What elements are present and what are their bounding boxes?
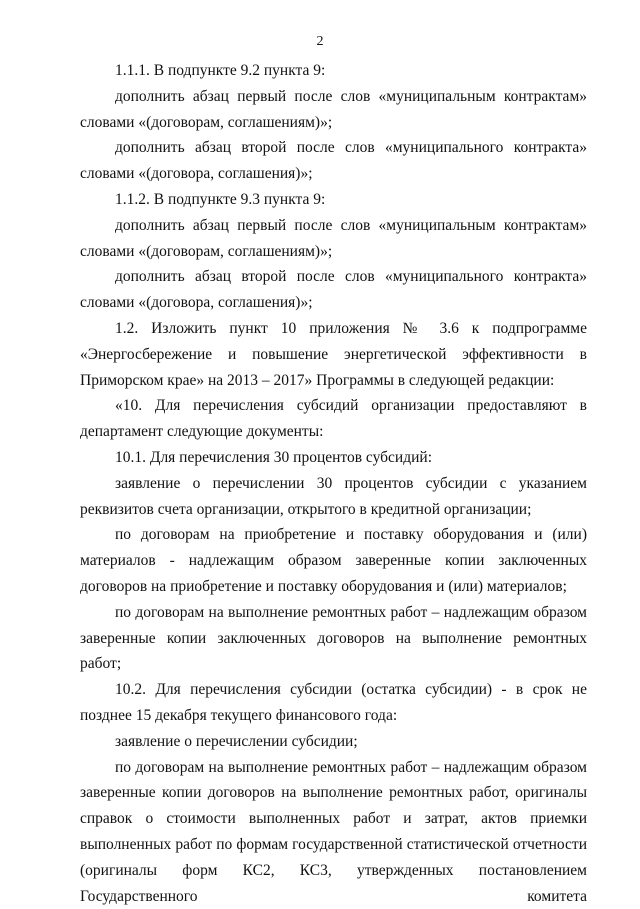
paragraph-amend-second-9-2: дополнить абзац второй после слов «муниципального контракта» словами «(договора, соглашения)»; xyxy=(80,139,587,183)
paragraph-1-1-1: 1.1.1. В подпункте 9.2 пункта 9: xyxy=(115,62,326,79)
document-body xyxy=(80,58,587,909)
paragraph-1-2: 1.2. Изложить пункт 10 приложения № 3.6 к подпрограмме «Энергосбережение и повышение энергетической эффективности в Приморском крае» на 2013 – 2017» Программы в следующей редакции: xyxy=(80,319,587,389)
paragraph-amend-first-9-2: дополнить абзац первый после слов «муниципальным контрактам» словами «(договорам, соглашениям)»; xyxy=(80,87,587,131)
paragraph-10-2: 10.2. Для перечисления субсидии (остатка субсидии) - в срок не позднее 15 декабря текущего финансового года: xyxy=(80,681,587,724)
paragraph-amend-first-9-3: дополнить абзац первый после слов «муниципальным контрактам» словами «(договорам, соглашениям)»; xyxy=(80,216,587,260)
paragraph-10-1-application: заявление о перечислении 30 процентов субсидии с указанием реквизитов счета организации, открытого в кредитной организации; xyxy=(80,474,587,518)
paragraph-amend-second-9-3: дополнить абзац второй после слов «муниципального контракта» словами «(договора, соглашения)»; xyxy=(80,268,587,312)
paragraph-1-1-2: 1.1.2. В подпункте 9.3 пункта 9: xyxy=(115,190,326,208)
paragraph-10-2-repair: по договорам на выполнение ремонтных работ – надлежащим образом заверенные копии договоров на выполнение ремонтных работ, оригиналы справок о стоимости выполненных работ и затрат, актов приемки выполненных работ по формам государственной статистической отчетности (оригиналы форм КС2, КС3, утвержденных постановлением Государственного комитета xyxy=(80,758,587,905)
paragraph-10-2-application: заявление о перечислении субсидии; xyxy=(115,732,358,750)
paragraph-10-1: 10.1. Для перечисления 30 процентов субсидий: xyxy=(115,448,433,466)
paragraph-10-1-equipment: по договорам на приобретение и поставку оборудования и (или) материалов - надлежащим образом заверенные копии заключенных договоров на приобретение и поставку оборудования и (или) материалов; xyxy=(80,526,587,595)
page-number: 2 xyxy=(316,34,324,49)
paragraph-10-intro: «10. Для перечисления субсидий организации предоставляют в департамент следующие документы: xyxy=(80,397,587,441)
paragraph-10-1-repair: по договорам на выполнение ремонтных работ – надлежащим образом заверенные копии заключенных договоров на выполнение ремонтных работ; xyxy=(80,603,587,673)
